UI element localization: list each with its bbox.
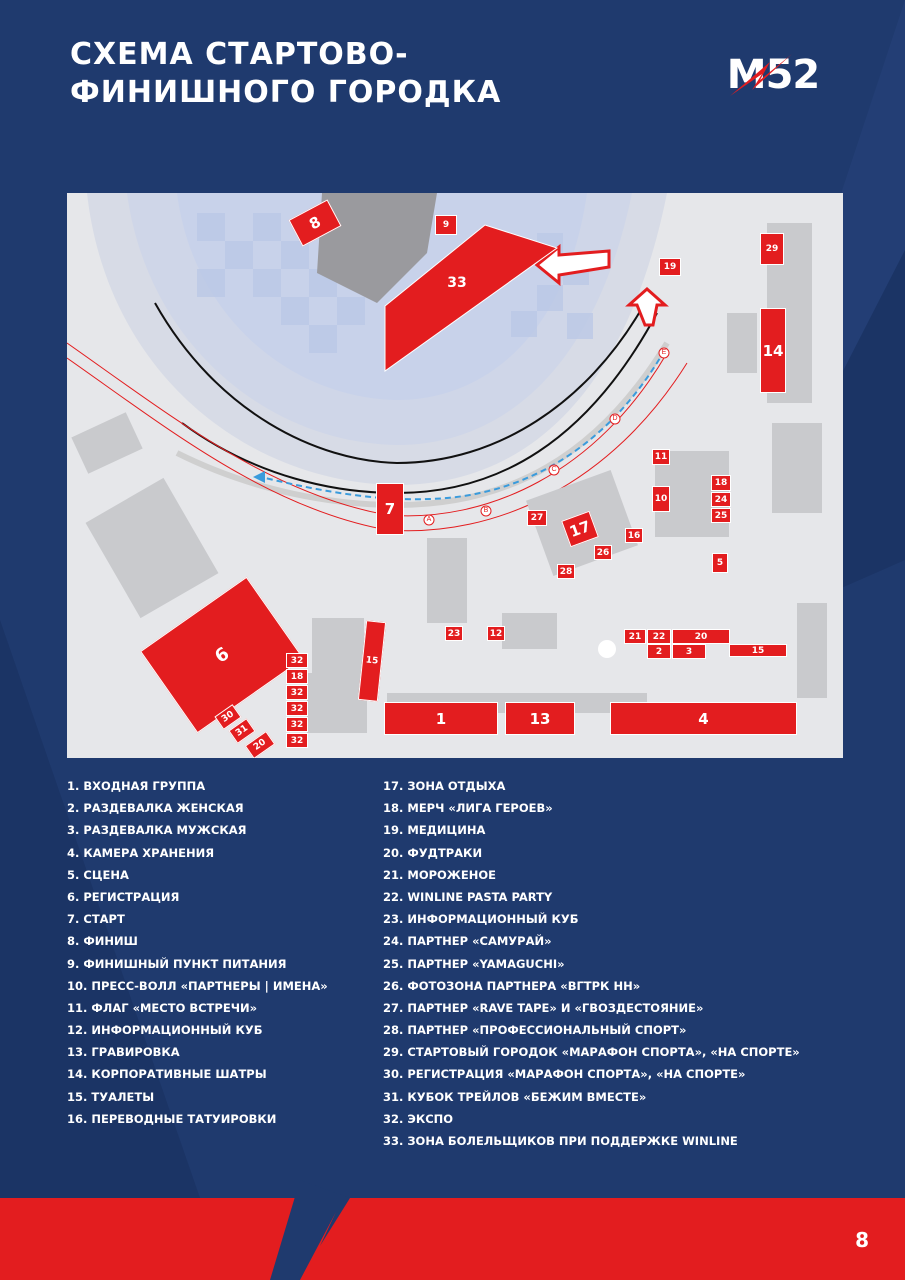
zone-32d: 32 <box>286 717 308 732</box>
legend-item: 7. СТАРТ <box>67 912 125 927</box>
zone-12: 12 <box>487 626 505 641</box>
legend-item: 13. ГРАВИРОВКА <box>67 1045 180 1060</box>
zone-18: 18 <box>711 475 731 491</box>
logo-text: М52 <box>726 52 820 98</box>
legend-item: 16. ПЕРЕВОДНЫЕ ТАТУИРОВКИ <box>67 1111 277 1126</box>
zone-20b: 20 <box>245 731 275 758</box>
legend-item: 25. ПАРТНЕР «YAMAGUCHI» <box>383 956 565 971</box>
route-point-e: E <box>661 349 667 356</box>
legend-item: 18. МЕРЧ «ЛИГА ГЕРОЕВ» <box>383 801 553 816</box>
legend-item: 30. РЕГИСТРАЦИЯ «МАРАФОН СПОРТА», «НА СПОРТЕ» <box>383 1067 746 1082</box>
zone-33-label: 33 <box>447 275 467 291</box>
legend-item: 19. МЕДИЦИНА <box>383 823 486 838</box>
zone-6: 6 <box>140 577 304 733</box>
zone-31: 31 <box>228 718 255 744</box>
zone-9: 9 <box>435 215 457 235</box>
zone-19: 19 <box>659 258 681 276</box>
zone-16: 16 <box>625 528 643 543</box>
zone-14: 14 <box>760 308 786 393</box>
route-point-a: A <box>426 516 432 523</box>
legend-item: 23. ИНФОРМАЦИОННЫЙ КУБ <box>383 912 579 927</box>
zone-23: 23 <box>445 626 463 641</box>
zone-2: 2 <box>647 644 671 659</box>
zone-32b: 32 <box>286 685 308 700</box>
zone-5: 5 <box>712 553 728 573</box>
legend-item: 3. РАЗДЕВАЛКА МУЖСКАЯ <box>67 823 247 838</box>
zone-15b: 15 <box>358 620 386 702</box>
zone-18b: 18 <box>286 669 308 684</box>
route-point-d: D <box>612 415 618 422</box>
title-line-1: СХЕМА СТАРТОВО- <box>70 37 409 72</box>
legend-item: 14. КОРПОРАТИВНЫЕ ШАТРЫ <box>67 1067 267 1082</box>
route-point-b: B <box>483 507 489 514</box>
legend-item: 10. ПРЕСС-ВОЛЛ «ПАРТНЕРЫ | ИМЕНА» <box>67 978 328 993</box>
legend-item: 20. ФУДТРАКИ <box>383 845 483 860</box>
zone-27: 27 <box>527 510 547 526</box>
legend-item: 26. ФОТОЗОНА ПАРТНЕРА «ВГТРК НН» <box>383 978 641 993</box>
legend-item: 24. ПАРТНЕР «САМУРАЙ» <box>383 934 552 949</box>
legend-item: 2. РАЗДЕВАЛКА ЖЕНСКАЯ <box>67 801 244 816</box>
zone-1: 1 <box>384 702 498 735</box>
zone-30: 30 <box>214 704 241 730</box>
legend-item: 17. ЗОНА ОТДЫХА <box>383 779 506 793</box>
page-number: 8 <box>855 1228 869 1252</box>
legend-item: 11. ФЛАГ «МЕСТО ВСТРЕЧИ» <box>67 1000 258 1015</box>
zone-15a: 15 <box>729 644 787 657</box>
legend-item: 29. СТАРТОВЫЙ ГОРОДОК «МАРАФОН СПОРТА», «НА СПОРТЕ» <box>383 1045 800 1060</box>
legend-item: 33. ЗОНА БОЛЕЛЬЩИКОВ ПРИ ПОДДЕРЖКЕ WINLINE <box>383 1134 738 1148</box>
zone-7: 7 <box>376 483 404 535</box>
legend-item: 31. КУБОК ТРЕЙЛОВ «БЕЖИМ ВМЕСТЕ» <box>383 1089 647 1104</box>
legend-item: 1. ВХОДНАЯ ГРУППА <box>67 779 206 793</box>
zone-24: 24 <box>711 492 731 507</box>
zone-4: 4 <box>610 702 797 735</box>
zone-20a: 20 <box>672 629 730 644</box>
legend-item: 27. ПАРТНЕР «RAVE TAPE» И «ГВОЗДЕСТОЯНИЕ» <box>383 1000 704 1015</box>
legend-item: 32. ЭКСПО <box>383 1111 454 1126</box>
legend-item: 28. ПАРТНЕР «ПРОФЕССИОНАЛЬНЫЙ СПОРТ» <box>383 1023 687 1038</box>
zone-10: 10 <box>652 486 670 512</box>
zone-17: 17 <box>561 511 599 548</box>
legend-item: 9. ФИНИШНЫЙ ПУНКТ ПИТАНИЯ <box>67 956 287 971</box>
legend-item: 15. ТУАЛЕТЫ <box>67 1089 155 1104</box>
title-line-2: ФИНИШНОГО ГОРОДКА <box>70 75 502 110</box>
zone-11: 11 <box>652 449 670 465</box>
legend-item: 6. РЕГИСТРАЦИЯ <box>67 889 180 904</box>
legend-item: 22. WINLINE PASTA PARTY <box>383 889 553 904</box>
route-point-c: C <box>551 466 557 473</box>
zone-32c: 32 <box>286 701 308 716</box>
legend-item: 5. СЦЕНА <box>67 867 129 882</box>
legend-item: 21. МОРОЖЕНОЕ <box>383 867 496 882</box>
zone-13: 13 <box>505 702 575 735</box>
legend-item: 12. ИНФОРМАЦИОННЫЙ КУБ <box>67 1023 263 1038</box>
zone-28: 28 <box>557 564 575 579</box>
zone-26: 26 <box>594 545 612 560</box>
legend-item: 4. КАМЕРА ХРАНЕНИЯ <box>67 845 215 860</box>
zone-25: 25 <box>711 508 731 523</box>
zone-8: 8 <box>289 199 342 246</box>
legend-item: 8. ФИНИШ <box>67 934 138 949</box>
zone-22: 22 <box>647 629 671 644</box>
zone-3: 3 <box>672 644 706 659</box>
zone-21: 21 <box>624 629 646 644</box>
zone-32a: 32 <box>286 653 308 668</box>
zone-32e: 32 <box>286 733 308 748</box>
zone-29: 29 <box>760 233 784 265</box>
